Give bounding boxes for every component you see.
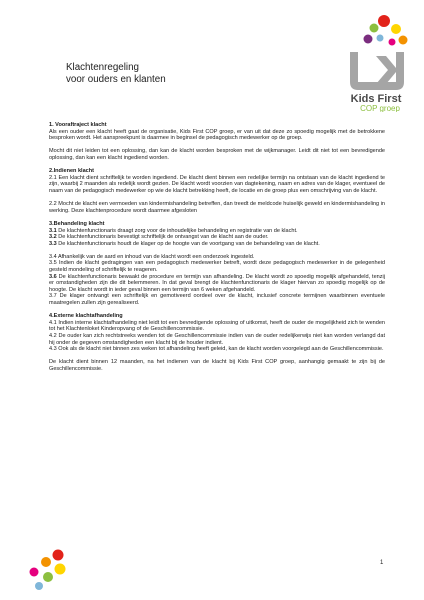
corner-dot <box>53 550 64 561</box>
logo-k-shape-icon <box>350 52 404 90</box>
section-heading: 1. Vooraftraject klacht <box>49 122 107 128</box>
paragraph-text: 4.1 Indien interne klachtafhandeling niet leidt tot een bevredigende oplossing of uitkomst, heeft de ouder de mogelijkheid zich te wenden tot het Klachtenloket Kinderopvang of de Geschillencommissie. <box>49 319 385 333</box>
corner-dot <box>55 564 66 575</box>
logo-subname: COP groep <box>360 104 400 112</box>
kids-first-logo <box>330 12 414 112</box>
page-number: 1 <box>380 560 384 566</box>
corner-dots-decoration <box>26 548 70 592</box>
document-body <box>49 122 385 379</box>
corner-dot <box>43 572 53 582</box>
paragraph-number: 3.3 <box>49 240 57 247</box>
paragraph-text: 3.4 Afhankelijk van de aard en inhoud van de klacht wordt een onderzoek ingesteld. <box>49 253 255 260</box>
paragraph-text: De klachtenfunctionaris houdt de klager op de hoogte van de voortgang van de behandeling van de klacht. <box>56 240 320 247</box>
section-paragraph <box>49 129 385 142</box>
section-heading: 3.Behandeling klacht <box>49 220 105 227</box>
logo-dot-green <box>370 24 379 33</box>
logo-dot-red <box>378 15 390 27</box>
paragraph-text: 2.2 Mocht de klacht een vermoeden van kindermishandeling betreffen, dan treedt de meldcode huiselijk geweld en kindermishandeling in werking. Deze klachtenprocedure wordt daarmee afgesloten <box>49 201 386 214</box>
title-line-1: Klachtenregeling <box>66 62 139 73</box>
section-paragraph <box>49 234 385 241</box>
section-heading: 2.Indienen klacht <box>49 168 95 175</box>
logo-dot-pink <box>389 39 396 46</box>
section-paragraph <box>49 241 385 248</box>
document-title <box>66 62 166 86</box>
corner-dot <box>30 568 39 577</box>
paragraph-number: 3.1 <box>49 227 57 234</box>
section-paragraph <box>49 346 385 353</box>
paragraph-text: 3.5 Indien de klacht gedragingen van een pedagogisch medewerker betreft, wordt deze pedagogisch medewerker in de gelegenheid gesteld mondeling of schriftelijk te reageren. <box>49 260 385 274</box>
logo-dot-orange <box>399 36 408 45</box>
paragraph-text: De klachtenfunctionaris draagt zorg voor de inhoudelijke behandeling en registratie van de klacht. <box>56 227 298 234</box>
section-paragraph <box>49 274 385 294</box>
paragraph-text: Als een ouder een klacht heeft gaat de organisatie, Kids First COP groep, er van uit dat deze zo spoedig mogelijk met de betrokkene besproken wordt. Het aanspreekpunt is daarmee in beginsel de pedagogisch medewerker op de groep. <box>49 128 385 142</box>
paragraph-text: 4.3 Ook als de klacht niet binnen zes weken tot afhandeling heeft geleid, kan de klacht worden voorgelegd aan de Geschillencommissie. <box>49 346 384 353</box>
section-paragraph <box>49 260 385 273</box>
logo-name: Kids First <box>350 93 402 105</box>
paragraph-text: 2.1 Een klacht dient schriftelijk te worden ingediend. De klacht dient binnen een redelijke termijn na ontstaan van de klacht ingediend te zijn, waarbij 2 maanden als redelijk wordt gezien. De klacht wordt voorzien van dagtekening, naam en adres van de klager, eventueel de naam van de pedagogisch medewerker op wie de klacht betrekking heeft, de locatie en de groep plus een omschrijving van de klacht. <box>49 174 385 194</box>
paragraph-number: 3.2 <box>49 234 57 241</box>
section-paragraph <box>49 201 385 214</box>
paragraph-text: Mocht dit niet leiden tot een oplossing, dan kan de klacht worden besproken met de wijkmanager. Leidt dit niet tot een bevredigende oplossing, dan kan een klacht ingediend worden. <box>49 148 385 161</box>
section-paragraph <box>49 320 385 333</box>
section-paragraph <box>49 254 385 261</box>
section-heading: 4.Externe klachtafhandeling <box>49 313 123 320</box>
corner-dot <box>35 582 43 590</box>
title-line-2: voor ouders en klanten <box>66 74 166 85</box>
section-paragraph <box>49 333 385 346</box>
paragraph-number: 3.6 <box>49 273 57 280</box>
paragraph-text: 3.7 De klager ontvangt een schriftelijk en gemotiveerd oordeel over de klacht, inclusief concrete termijnen waarbinnen eventuele maatregelen zullen zijn gerealiseerd. <box>49 293 385 307</box>
paragraph-text: De klachtenfunctionaris bewaakt de procedure en termijn van afhandeling. De klacht wordt zo spoedig mogelijk afgehandeld, tenzij er omstandigheden zijn die dit belemmeren. In dat geval brengt de klachtenfunctionaris de klager hiervan zo spoedig mogelijk op de hoogte. De klacht wordt in ieder geval binnen een termijn van 6 weken afgehandeld. <box>49 273 385 293</box>
section-paragraph <box>49 175 385 195</box>
logo-dot-yellow <box>391 24 401 34</box>
closing-paragraph: De klacht dient binnen 12 maanden, na het indienen van de klacht bij Kids First COP groep, aanhangig gemaakt te zijn bij de Geschillencommissie. <box>49 359 385 372</box>
logo-dot-blue <box>377 35 384 42</box>
paragraph-text: De klachtenfunctionaris bevestigt schriftelijk de ontvangst van de klacht aan de ouder. <box>56 234 269 241</box>
section-paragraph <box>49 293 385 306</box>
section-paragraph <box>49 228 385 235</box>
corner-dot <box>41 557 51 567</box>
paragraph-text: 4.2 De ouder kan zich rechtstreeks wenden tot de Geschillencommissie indien van de ouder redelijkerwijs niet kan worden verlangd dat hij onder de gegeven omstandigheden een klacht bij de houder indient. <box>49 333 385 346</box>
logo-dot-purple <box>364 35 373 44</box>
section-paragraph <box>49 148 385 161</box>
